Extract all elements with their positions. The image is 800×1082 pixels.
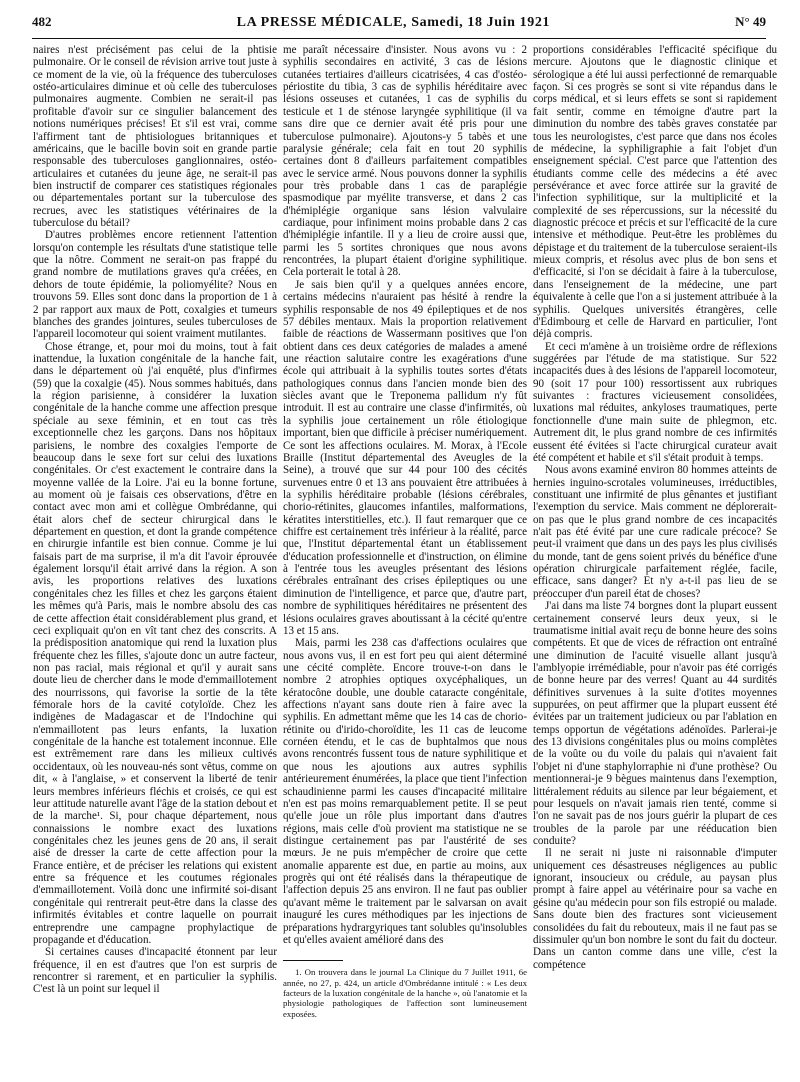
footnote-divider — [283, 960, 343, 961]
paragraph: Mais, parmi les 238 cas d'affections oculaires que nous avons vus, il en est fort peu qui aient déterminé une cécité complète. Encore trouve-t-on dans le nombre 2 atrophies optiques oxycéphaliques, un kératocône double, une double cataracte congénitale, affections n'ayant sans doute rien à faire avec la syphilis. En admettant même que les 14 cas de chorio-rétinite ou d'irido-choroïdite, les 11 cas de leucome cornéen étendu, et le cas de buphtalmos que nous avons rencontrés fussent tous de nature syphilitique et que nous les ajoutions aux autres syphilis antérieurement énumérées, la place que tient l'infection schaudinienne parmi les causes d'incapacité militaire n'en est pas moins remarquablement petite. Il se peut qu'elle joue un rôle plus important dans d'autres régions, mais celle d'où provient ma statistique ne se distingue certainement pas par l'austérité de ses mœurs. Je ne puis m'empêcher de croire que cette anomalie apparente est due, en partie au moins, aux progrès qui ont été réalisés dans la thérapeutique de l'affection depuis 25 ans environ. Il ne faut pas oublier qu'avant même le traitement par le salvarsan on avait inauguré les cures méthodiques par les injections de préparations hydrargyriques tant solubles qu'insolubles et qu'elles avaient amélioré dans des — [283, 637, 527, 946]
page-number: 482 — [32, 14, 52, 29]
paragraph: D'autres problèmes encore retiennent l'attention lorsqu'on contemple les résultats d'une statistique telle que la nôtre. Comment ne serait-on pas frappé du grand nombre de mutilations graves qu'a créées, en dehors de toute épidémie, la poliomyélite? Nous en trouvons 59. Elles sont donc dans la proportion de 1 à 2 par rapport aux maux de Pott, coxalgies et tumeurs blanches des grandes jointures, seules tuberculoses de l'appareil locomoteur qui soient vraiment mutilantes. — [33, 229, 277, 341]
text-column-2 — [283, 44, 527, 1019]
paragraph: me paraît nécessaire d'insister. Nous avons vu : 2 syphilis secondaires en activité, 3 cas de lésions cutanées tertiaires d'ailleurs cicatrisées, 4 cas d'ostéo-périostite du tibia, 3 cas de syphilis héréditaire avec lésions osseuses et cutanées, 1 cas de syphilis du testicule et 1 de sténose laryngée syphilitique (il va sans dire que ce dernier avait été pris pour une tuberculose pulmonaire). Ajoutons-y 5 tabès et une paralysie générale; cela fait en tout 20 syphilis certaines dont 8 d'ailleurs parfaitement compatibles avec le service armé. Nous pouvons donner la syphilis pour très probable dans 1 cas de paraplégie spasmodique par myélite transverse, et dans 2 cas d'hémiplégie organique sans lésion valvulaire cardiaque, pour infiniment moins probable dans 2 cas d'hémiplégie infantile. Il y a lieu de croire aussi que, parmi les 5 sortites chroniques que nous avons rencontrées, la plupart étaient d'origine syphilitique. Cela porterait le total à 28. — [283, 44, 527, 279]
paragraph: Il ne serait ni juste ni raisonnable d'imputer uniquement ces désastreuses négligences au public ignorant, insoucieux ou crédule, au paysan plus prompt à faire appel au vétérinaire pour sa vache en gésine qu'au médecin pour son fils estropié ou malade. Sans doute bien des fractures sont vicieusement consolidées du fait du rebouteux, mais il ne faut pas se dissimuler qu'un bon nombre le sont du fait du docteur. Dans un canton comme dans une ville, c'est la compétence — [533, 847, 777, 971]
paragraph: Chose étrange, et, pour moi du moins, tout à fait inattendue, la luxation congénitale de la hanche fait, dans le département où j'ai enquêté, plus d'infirmes (59) que la coxalgie (45). Nous sommes habitués, dans la région parisienne, à considérer la luxation congénitale de la hanche comme une affection presque spéciale au sexe féminin, et en tout cas très exceptionnelle chez les garçons. Dans nos hôpitaux parisiens, le nombre des coxalgies l'emporte de beaucoup dans le sexe fort sur celui des luxations congénitales. Or c'est exactement le contraire dans la moyenne vallée de la Loire. J'ai eu la bonne fortune, au moment où je faisais ces observations, d'être en contact avec mon ami et collègue Ombrédanne, qui était alors chef de secteur chirurgical dans le département en question, et dont la grande compétence en chirurgie infantile est bien connue. Comme je lui faisais part de ma surprise, il m'a dit l'avoir éprouvée également lorsqu'il était arrivé dans la région. A son avis, les proportions relatives des luxations congénitales chez les filles et chez les garçons étaient les mêmes qu'à Paris, mais le nombre absolu des cas de cette affection était considérablement plus grand, et ceci expliquait qu'on en vît tant chez des conscrits. A la prédisposition anatomique qui rend la luxation plus fréquente chez les filles, s'ajoute donc un autre facteur, non pas racial, mais régional et qu'il y aurait sans doute lieu de chercher dans le mode d'emmaillotement des nourrissons, qui favorise la sortie de la tête fémorale hors de la cavité cotyloïde. Chez les indigènes de Madagascar et de l'Indochine qui n'emmaillotent pas leurs enfants, la luxation congénitale de la hanche est totalement inconnue. Elle est extrêmement rare dans les milieux cultivés occidentaux, où les nouveau-nés sont vêtus, comme on dit, « à l'anglaise, » et conservent la liberté de tenir leurs membres inférieurs fléchis et croisés, ce qui est leur attitude naturelle avant l'âge de la station debout et de la marche¹. Si, pour chaque département, nous connaissions le nombre exact des luxations congénitales chez les jeunes gens de 20 ans, il serait aisé de dresser la carte de cette affection pour la France entière, et de préciser les relations qui existent entre sa fréquence et les coutumes régionales d'emmaillotement. Voilà donc une infirmité soi-disant congénitale qui rentrerait peut-être dans la classe des infirmités évitables et contre laquelle on pourrait entreprendre une campagne prophylactique de propagande et d'éducation. — [33, 340, 278, 946]
paragraph: Je sais bien qu'il y a quelques années encore, certains médecins n'auraient pas hésité à rendre la syphilis responsable de nos 49 épileptiques et de nos 57 débiles mentaux. Mais la proportion relativement faible de réactions de Wassermann positives que l'on obtient dans ces deux catégories de malades a amené une réaction salutaire contre les exagérations d'une école qui attribuait à la syphilis toutes sortes d'états pathologiques connus dans l'ancien monde bien des siècles avant que le Treponema pallidum n'y fût introduit. Il est au contraire une classe d'infirmités, où la syphilis joue certainement un rôle étiologique important, bien que difficile à préciser numériquement. Ce sont les affections oculaires. M. Morax, à l'Ecole Braille (Institut départemental des Aveugles de la Seine), a trouvé que sur 44 pour 100 des cécités survenues entre 0 et 13 ans pouvaient être attribuées à la syphilis héréditaire probable (lésions cérébrales, chorio-rétinites, glaucomes infantiles, malformations, kératites interstitielles, etc.). Il faut remarquer que ce chiffre est certainement très inférieur à la réalité, parce que, l'Institut départemental étant un établissement d'éducation professionnelle et d'instruction, on élimine à l'entrée tous les aveugles présentant des lésions cérébrales entraînant des crises épileptiques ou une diminution de l'intelligence, et parce que, d'autre part, nombre de syphilitiques héréditaires ne présentent des lésions oculaires graves aboutissant à la cécité qu'entre 13 et 15 ans. — [283, 278, 527, 637]
header-rule — [32, 38, 766, 39]
text-column-3 — [533, 44, 777, 971]
paragraph: naires n'est précisément pas celui de la phtisie pulmonaire. Or le conseil de révision arrive tout juste à ce moment de la vie, où la fréquence des tuberculoses ostéo-articulaires diminue et où celle des tuberculoses pulmonaires augmente. Combien ne serait-il pas profitable d'avoir sur ce singulier balancement des notions numériques précises! Et s'il est vrai, comme l'affirment tant de phtisiologues britanniques et américains, que le bacille bovin soit en grande partie responsable des tuberculoses ganglionnaires, ostéo-articulaires et cutanées du jeune âge, ne serait-il pas bien instructif de comparer ces statistiques régionales ou départementales portant sur la tuberculose des recrues, avec les statistiques vétérinaires de la tuberculose du bétail? — [33, 44, 277, 230]
paragraph: Si certaines causes d'incapacité étonnent par leur fréquence, il en est d'autres que l'on est surpris de rencontrer si rarement, et en particulier la syphilis. C'est là un point sur lequel il — [33, 946, 277, 996]
journal-title: LA PRESSE MÉDICALE, Samedi, 18 Juin 1921 — [236, 15, 551, 30]
footnote-text: 1. On trouvera dans le journal La Clinique du 7 Juillet 1911, 6e année, no 27, p. 424, un article d'Ombrédanne intitulé : « Les deux facteurs de la luxation congénitale de la hanche », où l'anatomie et la physiologie pathologiques de l'affection sont lumineusement exposées. — [283, 967, 527, 1019]
paragraph: Nous avons examiné environ 80 hommes atteints de hernies inguino-scrotales volumineuses, irréductibles, constituant une infirmité de plus gênantes et justifiant l'exemption du service. Mais comment ne déplorerait-on pas que le plus grand nombre de ces incapacités n'ait pas été évité par une cure radicale précoce? Se peut-il vraiment que dans un des pays les plus civilisés du monde, tant de gens soient privés du bénéfice d'une opération chirurgicale parfaitement réglée, facile, efficace, sans danger? Et n'y a-t-il pas lieu de se préoccuper d'un pareil état de choses? — [533, 464, 777, 600]
issue-number: N° 49 — [735, 14, 766, 29]
paragraph: J'ai dans ma liste 74 borgnes dont la plupart eussent certainement conservé leurs deux yeux, si le traumatisme initial avait reçu de bonne heure des soins compétents. Et que de vices de réfraction ont entraîné une diminution de l'acuité visuelle allant jusqu'à l'amblyopie irrémédiable, pour n'avoir pas été corrigés de bonne heure par des verres! Quant au 44 surdités définitives survenues à la suite d'otites moyennes suppurées, on peut affirmer que la plupart eussent été évitées par un traitement judicieux ou par l'ablation en temps opportun de végétations adénoïdes. Parlerai-je des 13 divisions congénitales plus ou moins complètes de la voûte ou du voile du palais qui n'avaient fait l'objet ni d'une staphylorraphie ni d'une prothèse? Ou mentionnerai-je 9 bègues maintenus dans l'exemption, littéralement réduits au silence par leur bégaiement, et pour lesquels on n'avait jamais rien tenté, comme si l'on ne savait pas de nos jours guérir la plupart de ces troubles de la parole par une rééducation bien conduite? — [533, 600, 777, 847]
footnote — [283, 967, 527, 1019]
page-header — [32, 14, 766, 38]
text-column-1 — [33, 44, 277, 996]
paragraph: Et ceci m'amène à un troisième ordre de réflexions suggérées par l'étude de ma statistique. Sur 522 incapacités dues à des lésions de l'appareil locomoteur, 90 (soit 17 pour 100) ressortissent aux rubriques suivantes : fractures vicieusement consolidées, luxations mal réduites, ankyloses traumatiques, perte fonctionnelle d'une main suite de phlegmon, etc. Autrement dit, le plus grand nombre de ces infirmités eussent été évitées si l'acte chirurgical curateur avait été compétent et habile et s'il s'était produit à temps. — [533, 340, 777, 464]
paragraph: proportions considérables l'efficacité spécifique du mercure. Ajoutons que le diagnostic clinique et sérologique a été lui aussi perfectionné de remarquable façon. Si ces progrès se sont si vite répandus dans le corps médical, et si leurs effets se sont si rapidement fait sentir, comme en témoigne d'autre part la diminution du nombre des tabès graves constatée par tous les neurologistes, c'est parce que dans nos écoles de médecine, la syphiligraphie a fait l'objet d'un enseignement spécial. C'est parce que l'attention des étudiants comme celle des médecins a été avec persévérance et avec force attirée sur la gravité de l'infection syphilitique, sur la multiplicité et la complexité de ses répercussions, sur la nécessité du diagnostic précoce et précis et sur l'efficacité de la cure intensive et méthodique. Peut-être les problèmes du dépistage et du traitement de la tuberculose seraient-ils mieux compris, et résolus avec plus de bon sens et d'efficacité, si l'on se décidait à faire à la tuberculose, dans l'enseignement de la médecine, une part équivalente à celle que l'on a si justement attribuée à la syphilis. Quelques universités étrangères, celle d'Edimbourg et celle de Harvard en particulier, l'ont déjà compris. — [533, 44, 777, 341]
